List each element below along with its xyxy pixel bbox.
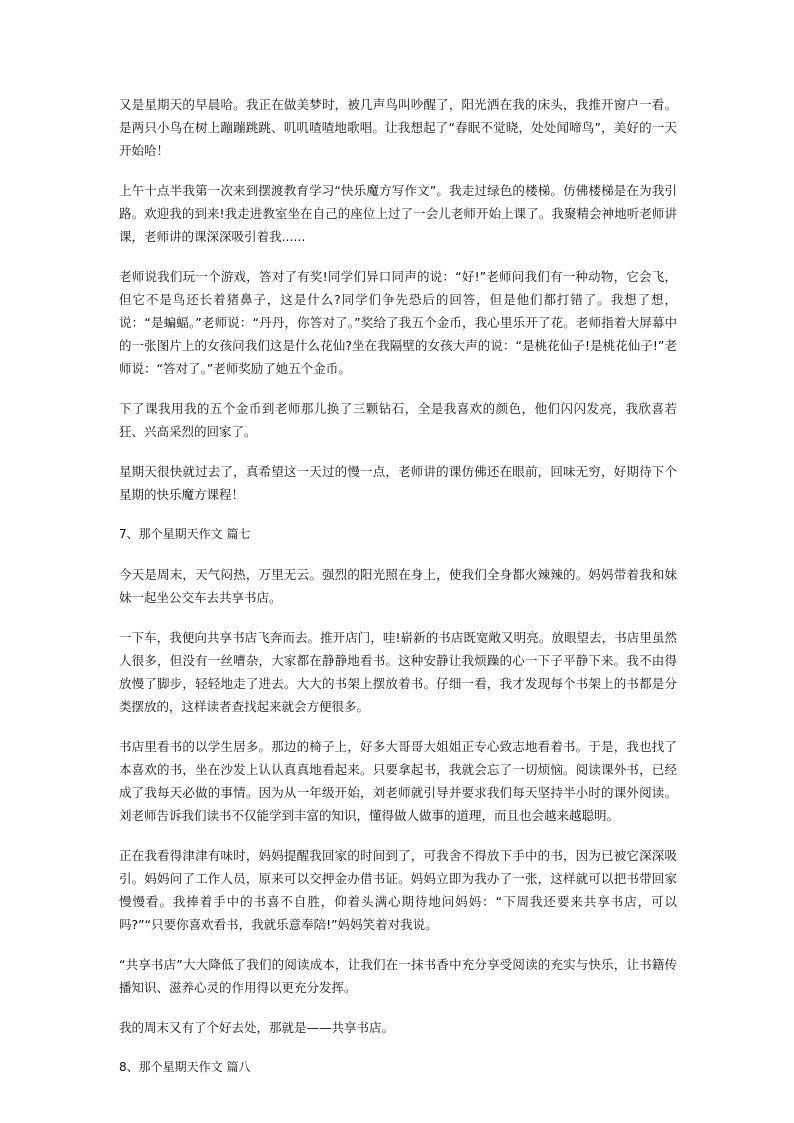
paragraph: 今天是周末，天气闷热，万里无云。强烈的阳光照在身上，使我们全身都火辣辣的。妈妈带着我和妹妹一起坐公交车去共享书店。 — [119, 567, 677, 605]
paragraph: 书店里看书的以学生居多。那边的椅子上，好多大哥哥大姐姐正专心致志地看着书。于是，我也找了本喜欢的书，坐在沙发上认认真真地看起来。只要拿起书，我就会忘了一切烦恼。阅读课外书，已经成了我每天必做的事情。因为从一年级开始，刘老师就引导并要求我们每天坚持半小时的课外阅读。刘老师告诉我们读书不仅能学到丰富的知识，懂得做人做事的道理，而且也会越来越聪明。 — [119, 739, 677, 823]
paragraph: 又是星期天的早晨哈。我正在做美梦时，被几声鸟叫吵醒了，阳光洒在我的床头，我推开窗户一看。是两只小鸟在树上蹦蹦跳跳、叽叽喳喳地歌唱。让我想起了“春眠不觉晓，处处闻啼鸟”，美好的一天开始哈！ — [119, 97, 677, 158]
section-heading-7: 7、那个星期天作文 篇七 — [119, 527, 251, 541]
section-heading-8: 8、那个星期天作文 篇八 — [119, 1060, 251, 1074]
paragraph: 一下车，我便向共享书店飞奔而去。推开店门，哇!崭新的书店既宽敞又明亮。放眼望去，书店里虽然人很多，但没有一丝嘈杂，大家都在静静地看书。这种安静让我烦躁的心一下子平静下来。我不由得放慢了脚步，轻轻地走了进去。大大的书架上摆放着书。仔细一看，我才发现每个书架上的书都是分类摆放的，这样读者查找起来就会方便很多。 — [119, 630, 677, 714]
paragraph: 老师说我们玩一个游戏，答对了有奖!同学们异口同声的说：“好!”老师问我们有一种动物，它会飞，但它不是鸟还长着猪鼻子，这是什么?同学们争先恐后的回答，但是他们都打错了。我想了想，说：“是蝙蝠。”老师说：“丹丹，你答对了。”奖给了我五个金币，我心里乐开了花。老师指着大屏幕中的一张图片上的女孩问我们这是什么花仙?坐在我隔壁的女孩大声的说：“是桃花仙子!是桃花仙子!”老师说：“答对了。”老师奖励了她五个金币。 — [119, 269, 677, 376]
paragraph: 下了课我用我的五个金币到老师那儿换了三颗钻石，全是我喜欢的颜色，他们闪闪发亮，我欣喜若狂、兴高采烈的回家了。 — [119, 401, 677, 439]
article-body — [119, 93, 677, 1096]
paragraph: 星期天很快就过去了，真希望这一天过的慢一点，老师讲的课仿佛还在眼前，回味无穷，好期待下个星期的快乐魔方课程！ — [119, 464, 677, 502]
paragraph: 正在我看得津津有味时，妈妈提醒我回家的时间到了，可我舍不得放下手中的书，因为已被它深深吸引。妈妈问了工作人员，原来可以交押金办借书证。妈妈立即为我办了一张，这样就可以把书带回家慢慢看。我捧着手中的书喜不自胜，仰着头满心期待地问妈妈：“下周我还要来共享书店，可以吗?”“只要你喜欢看书，我就乐意奉陪!”妈妈笑着对我说。 — [119, 848, 677, 932]
paragraph: 上午十点半我第一次来到摆渡教育学习“快乐魔方写作文”。我走过绿色的楼梯。仿佛楼梯是在为我引路。欢迎我的到来!我走进教室坐在自己的座位上过了一会儿老师开始上课了。我聚精会神地听老师讲课，老师讲的课深深吸引着我...... — [119, 183, 677, 244]
paragraph: “共享书店”大大降低了我们的阅读成本，让我们在一抹书香中充分享受阅读的充实与快乐，让书籍传播知识、滋养心灵的作用得以更充分发挥。 — [119, 957, 677, 995]
paragraph: 我的周末又有了个好去处，那就是——共享书店。 — [119, 1020, 395, 1035]
